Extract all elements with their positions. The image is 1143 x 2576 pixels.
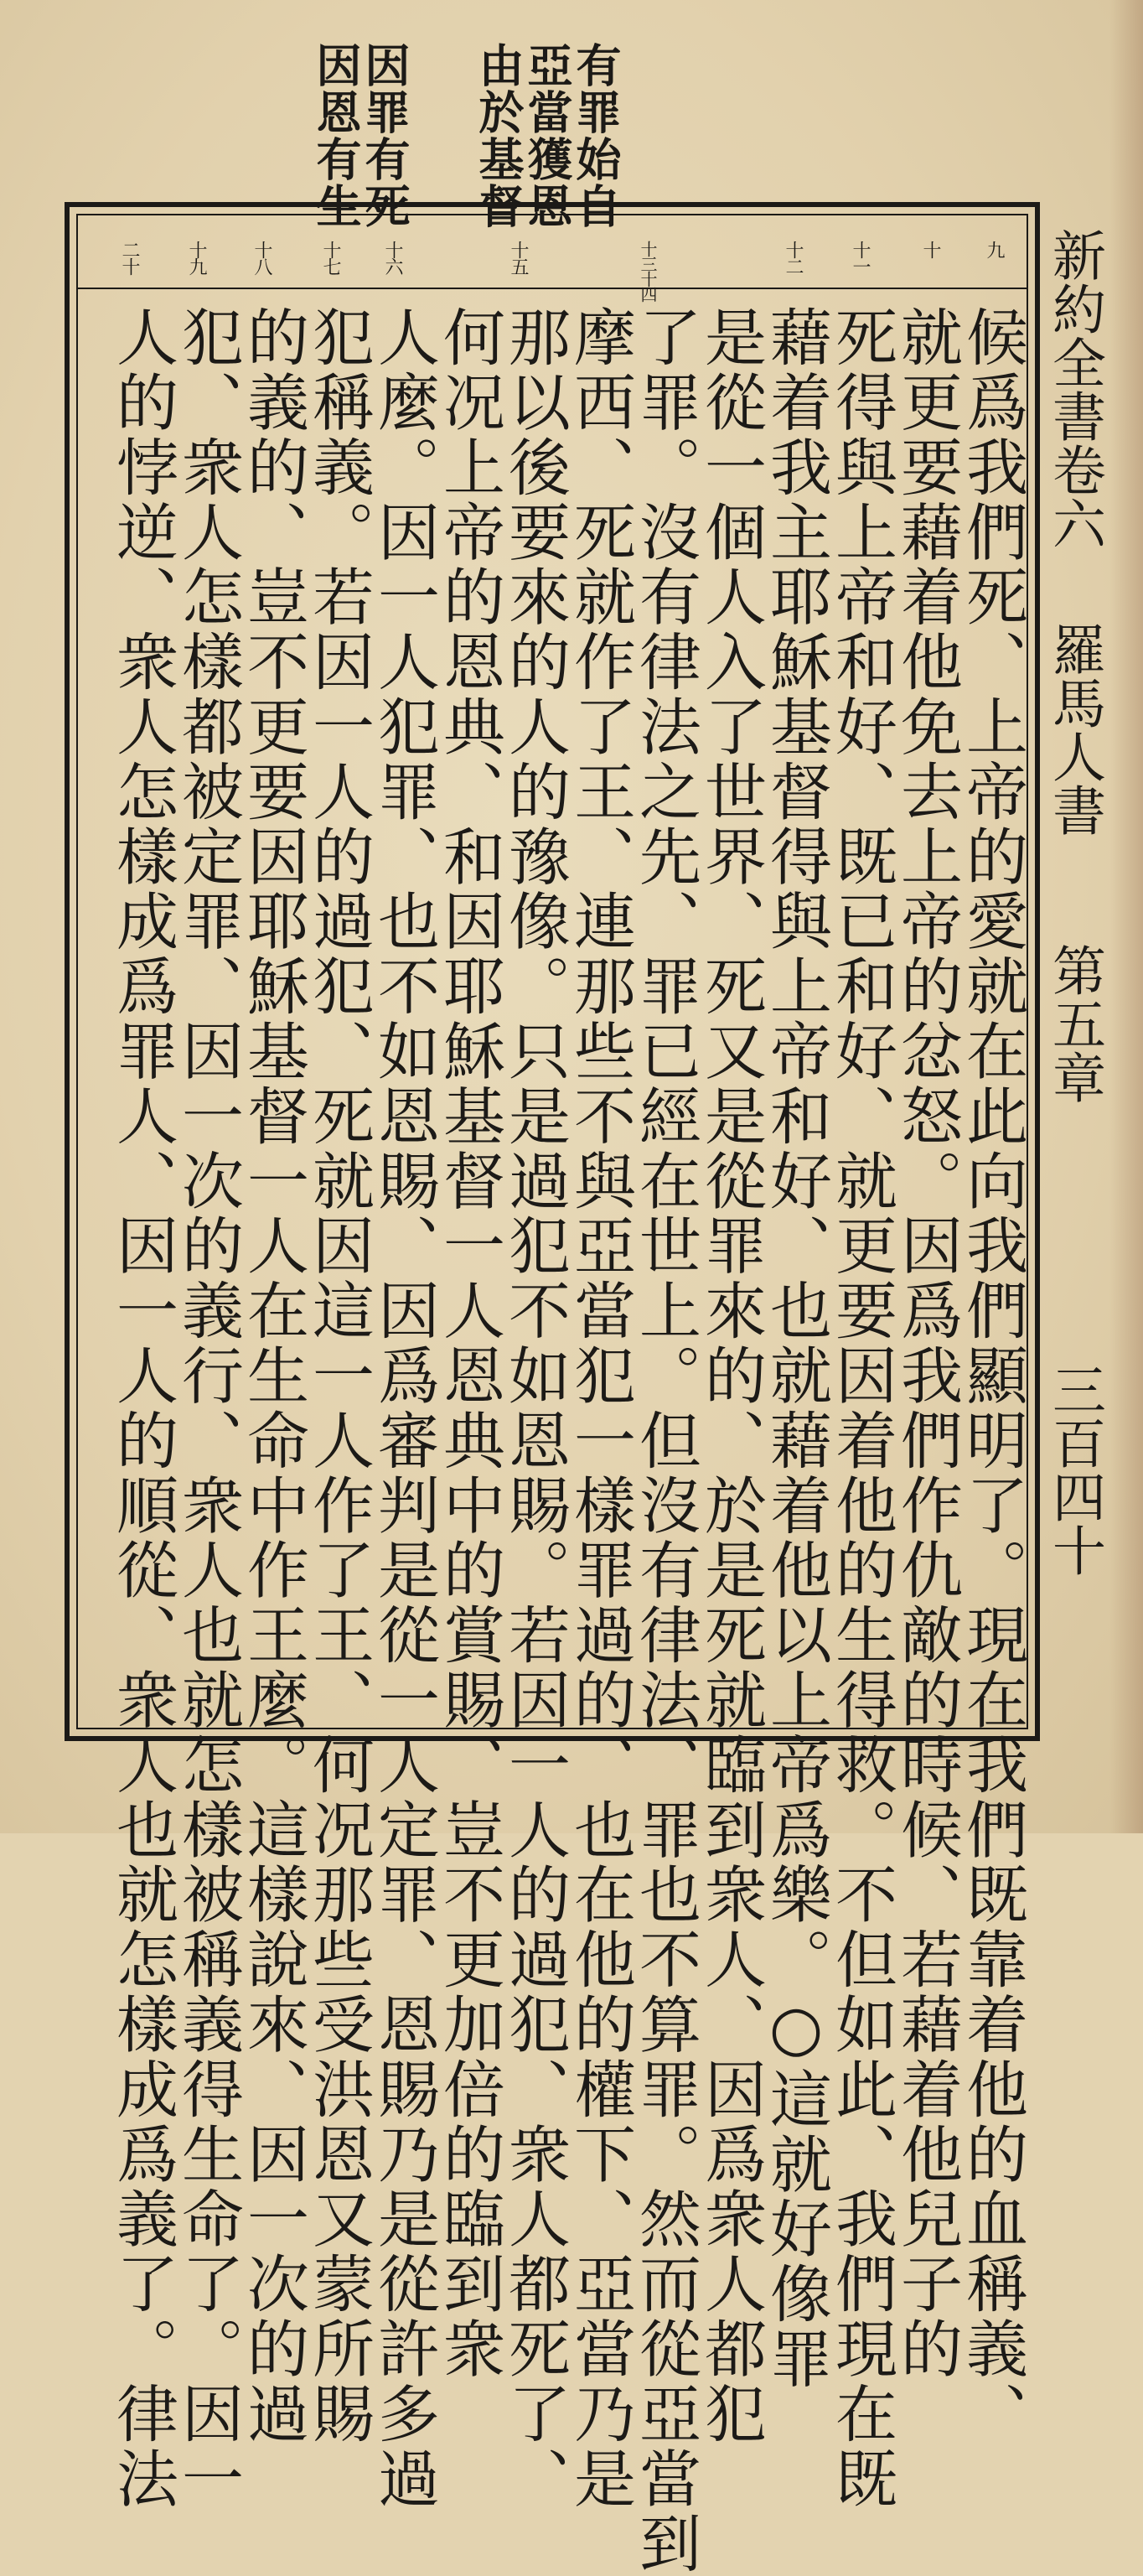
text-column: 就更要藉着他免去上帝的忿怒。因爲我們作仇敵的時候、若藉着他兒子的: [891, 305, 963, 2382]
verse-number: 十八: [251, 241, 272, 274]
margin-note: 由於基督: [472, 42, 525, 230]
margin-note: 亞當獲恩: [520, 42, 574, 230]
text-column: 那以後要來的人的豫像。只是過犯不如恩賜。若因一人的過犯、衆人都死了、: [499, 305, 571, 2511]
page-edge-shadow: [1109, 0, 1143, 1833]
book-title: 新約全書卷六: [1043, 228, 1105, 550]
text-frame: [65, 202, 1040, 2576]
text-column: 候爲我們死、上帝的愛就在此向我們顯明了。現在我們既靠着他的血稱義、: [956, 305, 1028, 2447]
text-column: 人麼。因一人犯罪、也不如恩賜、因爲審判是從一人定罪、恩賜乃是從許多過: [368, 305, 440, 2511]
margin-note: 因恩有生: [309, 42, 363, 230]
verse-number: 十二: [783, 241, 804, 274]
page-number: 三百四十: [1043, 1362, 1105, 1577]
epistle-title: 羅馬人書: [1043, 622, 1105, 837]
text-column: 是從一個人入了世界、死又是從罪來的、於是死就臨到衆人、因爲衆人都犯: [695, 305, 767, 2447]
verse-number: 十一: [850, 241, 871, 274]
verse-number: 十三十四: [638, 241, 658, 301]
text-column: 藉着我主耶穌基督得與上帝和好、也就藉着他以上帝爲樂。○這就好像罪: [760, 305, 832, 2392]
verse-number: 十: [920, 241, 941, 257]
margin-note: 因罪有死: [358, 42, 411, 230]
text-column: 死得與上帝和好、既已和好、就更要因着他的生得救。不但如此、我們現在既: [825, 305, 897, 2511]
verse-number: 十七: [320, 241, 341, 274]
verse-number: 九: [984, 241, 1005, 257]
text-column: 犯、衆人怎樣都被定罪、因一次的義行、衆人也就怎樣被稱義得生命了。因一: [172, 305, 244, 2511]
verse-number-divider: [78, 288, 1027, 289]
margin-note: 有罪始自: [569, 42, 623, 230]
verse-number: 十九: [186, 241, 207, 274]
text-column: 犯稱義。若因一人的過犯、死就因這一人作了王、何况那些受洪恩又蒙所賜: [303, 305, 375, 2447]
verse-number: 十六: [382, 241, 403, 274]
verse-number: 二十: [119, 241, 140, 274]
text-frame-inner: [76, 214, 1028, 2576]
text-column: 了罪。沒有律法之先、罪已經在世上。但沒有律法、罪也不算罪。然而從亞當到: [629, 305, 701, 2576]
text-column: 人的悖逆、衆人怎樣成爲罪人、因一人的順從、衆人也就怎樣成爲義了。律法: [106, 305, 178, 2511]
verse-number: 十五: [508, 241, 529, 274]
text-column: 的義的、豈不更要因耶穌基督一人在生命中作王麼。這樣說來、因一次的過: [237, 305, 309, 2447]
chapter-label: 第五章: [1043, 943, 1105, 1104]
text-column: 何况上帝的恩典、和因耶穌基督一人恩典中的賞賜、豈不更加倍的臨到衆: [433, 305, 505, 2382]
text-column: 摩西、死就作了王、連那些不與亞當犯一樣罪過的、也在他的權下、亞當乃是: [564, 305, 636, 2511]
